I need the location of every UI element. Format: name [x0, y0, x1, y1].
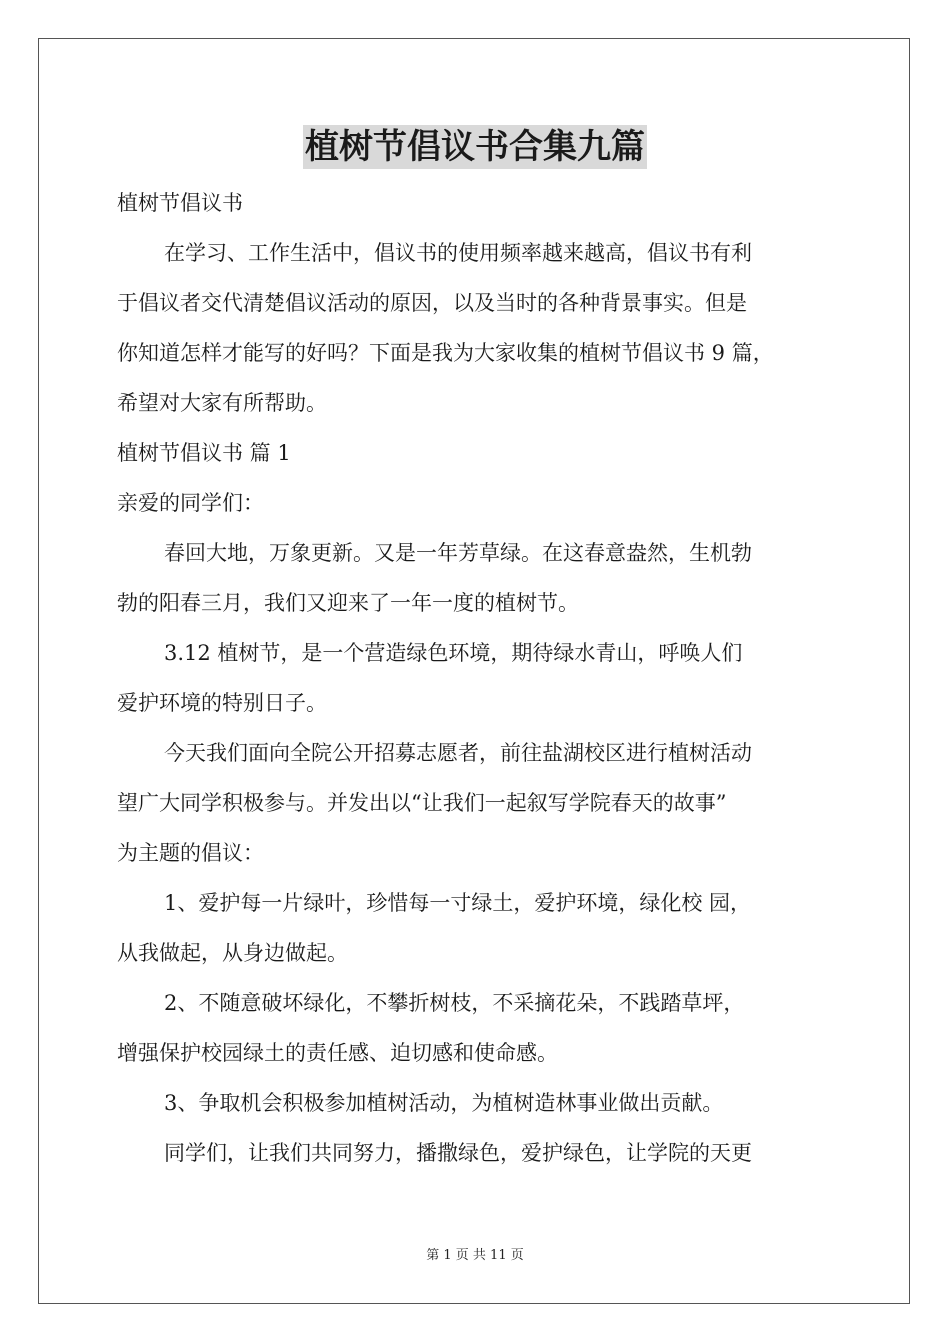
list-item: 2、不随意破坏绿化，不攀折树枝，不采摘花朵，不践踏草坪， [164, 991, 745, 1015]
body-line: 在学习、工作生活中，倡议书的使用频率越来越高，倡议书有利 [164, 241, 752, 265]
body-line: 望广大同学积极参与。并发出以“让我们一起叙写学院春天的故事” [117, 791, 727, 815]
document-title: 植树节倡议书合集九篇 [305, 127, 645, 167]
page-number: 第 1 页 共 11 页 [426, 1248, 524, 1263]
body-line: 你知道怎样才能写的好吗？下面是我为大家收集的植树节倡议书 9 篇， [117, 341, 774, 365]
body-line: 爱护环境的特别日子。 [117, 691, 327, 715]
body-line: 从我做起，从身边做起。 [117, 941, 348, 965]
body-line: 于倡议者交代清楚倡议活动的原因，以及当时的各种背景事实。但是 [117, 291, 747, 315]
body-line: 今天我们面向全院公开招募志愿者，前往盐湖校区进行植树活动 [164, 741, 752, 765]
body-line: 植树节倡议书 [117, 191, 243, 215]
section-heading: 植树节倡议书 篇 1 [117, 441, 291, 465]
list-item: 1、爱护每一片绿叶，珍惜每一寸绿土，爱护环境，绿化校 园， [164, 891, 752, 915]
body-line: 春回大地，万象更新。又是一年芳草绿。在这春意盎然，生机勃 [164, 541, 752, 565]
title-container [0, 125, 950, 169]
body-line: 勃的阳春三月，我们又迎来了一年一度的植树节。 [117, 591, 579, 615]
body-line: 为主题的倡议： [117, 841, 264, 865]
body-line: 增强保护校园绿土的责任感、迫切感和使命感。 [117, 1041, 558, 1065]
list-item: 3、争取机会积极参加植树活动，为植树造林事业做出贡献。 [164, 1091, 724, 1115]
body-line: 希望对大家有所帮助。 [117, 391, 327, 415]
body-line: 3.12 植树节，是一个营造绿色环境，期待绿水青山，呼唤人们 [164, 641, 743, 665]
body-line: 同学们，让我们共同努力，播撒绿色，爱护绿色，让学院的天更 [164, 1141, 752, 1165]
document-body [117, 178, 837, 1178]
page-footer [0, 1246, 950, 1266]
salutation: 亲爱的同学们： [117, 491, 264, 515]
